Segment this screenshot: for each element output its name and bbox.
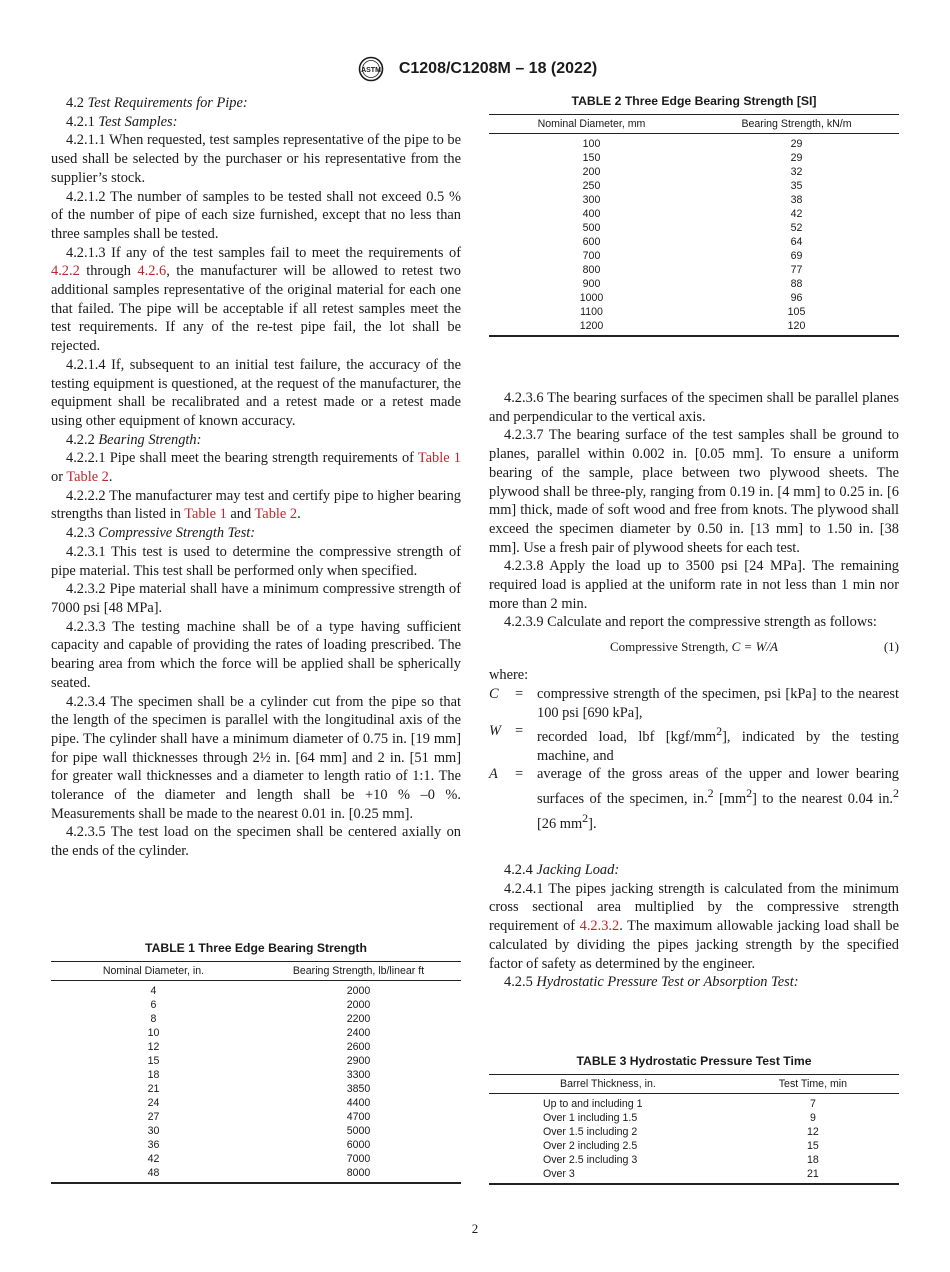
link-4-2-2[interactable]: 4.2.2 [51, 263, 80, 280]
table-row: 700 69 [582, 250, 803, 262]
table-row: 27 4700 [147, 1111, 371, 1123]
link-table-2[interactable]: Table 2 [254, 506, 298, 523]
left-column [51, 94, 461, 861]
column-header: Nominal Diameter, mm [489, 115, 694, 134]
table-row: 18 3300 [147, 1069, 371, 1081]
paragraph-4-2-2-2: 4.2.2.2 The manufacturer may test and certify pipe to higher bearing strengths than listed in Table 1 and Table 2. [51, 487, 461, 523]
link-4-2-6[interactable]: 4.2.6 [137, 263, 167, 280]
paragraph-4-2-1-4: 4.2.1.4 If, subsequent to an initial test failure, the accuracy of the testing equipment is questioned, at the request of the manufacturer, the equipment shall be recalibrated and a retest made or a retest made using other equipment of known accuracy. [51, 356, 461, 429]
table-row: Over 2 including 2.5 15 [543, 1140, 819, 1152]
table-3-grid [489, 1074, 899, 1185]
table-2-title: TABLE 2 Three Edge Bearing Strength [SI] [571, 94, 817, 108]
document-id: C1208/C1208M – 18 (2022) [398, 60, 598, 77]
table-row: Up to and including 1 7 [543, 1098, 816, 1110]
section-4-2-1: 4.2.1 Test Samples: [66, 113, 178, 130]
paragraph-4-2-3-7: 4.2.3.7 The bearing surface of the test samples shall be ground to planes, parallel within 0.002 in. [0.05 mm]. To ensure a uniform bearing of the sample, place between two plywood sheets. The plywood shall be three-ply, ranging from 0.19 in. [4 mm] to 0.25 in. [6 mm] thick, made of soft wood and free from knots. The plywood shall exceed the specimen diameter by 0.50 in. [13 mm] to 1.50 in. [38 mm]. Use a fresh pair of plywood sheets for each test. [489, 427, 899, 556]
table-2 [489, 94, 899, 337]
link-table-2[interactable]: Table 2 [66, 469, 109, 486]
table-row: Over 1 including 1.5 9 [543, 1112, 816, 1124]
section-4-2-2: 4.2.2 Bearing Strength: [66, 431, 202, 448]
column-header: Barrel Thickness, in. [489, 1075, 727, 1094]
table-row: 15 2900 [147, 1055, 371, 1067]
column-header: Nominal Diameter, in. [51, 962, 256, 981]
paragraph-4-2-1-2: 4.2.1.2 The number of samples to be tested shall not exceed 0.5 % of the number of pipe of each size furnished, except that no less than three samples shall be tested. [51, 188, 461, 242]
table-row: 300 38 [582, 194, 803, 206]
table-row: 12 2600 [147, 1041, 371, 1053]
table-row: 100 29 [582, 138, 803, 150]
table-row: Over 2.5 including 3 18 [543, 1154, 819, 1166]
table-row: 1000 96 [579, 292, 803, 304]
right-column [489, 389, 899, 833]
table-row: 600 64 [582, 236, 803, 248]
table-3-title: TABLE 3 Hydrostatic Pressure Test Time [576, 1054, 812, 1068]
variable-definitions: C = compressive strength of the specimen, psi [kPa] to the nearest 100 psi [690 kPa], W = recorded load, lbf $[kgf/mm^2]$, indicated by the testing machine, and A = average of the gross areas of the upper and lower bearing surfaces of the specimen, in.$^2$ $[mm^2]$ to the nearest 0.04 in.$^2$ [26 $mm^2$]. [489, 685, 899, 832]
section-4-2-5: 4.2.5 Hydrostatic Pressure Test or Absorption Test: [504, 974, 799, 991]
paragraph-4-2-3-6: 4.2.3.6 The bearing surfaces of the specimen shall be parallel planes and perpendicular to the vertical axis. [489, 390, 899, 425]
table-1-title: TABLE 1 Three Edge Bearing Strength [145, 941, 367, 955]
definition-a: average of the gross areas of the upper and lower bearing surfaces of the specimen, in.$^2$ $[mm^2]$ to the nearest 0.04 in.$^2$ [26 $mm^2$]. [537, 766, 899, 832]
table-row: 42 7000 [147, 1153, 371, 1165]
paragraph-4-2-3-3: 4.2.3.3 The testing machine shall be of a type having sufficient capacity and capable of providing the rates of loading prescribed. The bearing area from which the force will be applied shall be spherically seated. [51, 618, 461, 691]
section-4-2-4: 4.2.4 Jacking Load: [504, 862, 620, 878]
page-header [0, 56, 950, 82]
paragraph-4-2-1-3: 4.2.1.3 If any of the test samples fail to meet the requirements of 4.2.2 through 4.2.6, the manufacturer will be allowed to retest two additional samples representative of the original material for each one that failed. The pipe will be acceptable if all retest samples meet the test requirements. If any of the re-test pipe fail, the lot shall be rejected. [51, 244, 461, 355]
paragraph-4-2-2-1: 4.2.2.1 Pipe shall meet the bearing strength requirements of Table 1 or Table 2. [51, 450, 461, 486]
where-label: where: [489, 667, 529, 684]
paragraph-4-2-3-5: 4.2.3.5 The test load on the specimen shall be centered axially on the ends of the cylinder. [51, 824, 461, 860]
table-row: 150 29 [582, 152, 803, 164]
paragraph-4-2-1-1: 4.2.1.1 When requested, test samples representative of the pipe to be used shall be selected by the purchaser or his representative from the supplier’s stock. [51, 132, 461, 186]
table-row: 36 6000 [147, 1139, 371, 1151]
paragraph-4-2-3-2: 4.2.3.2 Pipe material shall have a minimum compressive strength of 7000 psi [48 MPa]. [51, 581, 461, 616]
table-row: 4 2000 [150, 985, 371, 997]
table-row: 250 35 [582, 180, 803, 192]
section-4-2-3: 4.2.3 Compressive Strength Test: [66, 525, 256, 542]
equation-1 [489, 638, 899, 660]
table-row: 21 3850 [147, 1083, 371, 1095]
table-1-grid [51, 961, 461, 1184]
table-row: 30 5000 [147, 1125, 371, 1137]
paragraph-4-2-4-1: 4.2.4.1 The pipes jacking strength is calculated from the minimum cross sectional area multiplied by the compressive strength requirement of 4.2.3.2. The maximum allowable jacking load shall be calculated by dividing the pipes jacking strength by the specified factor of safety as determined by the engineer. [489, 880, 899, 972]
table-row: Over 3 21 [543, 1168, 819, 1180]
paragraph-4-2-3-1: 4.2.3.1 This test is used to determine the compressive strength of pipe material. This test shall be performed only when specified. [51, 543, 461, 579]
variable-w: W [489, 723, 501, 740]
table-row: 400 42 [582, 208, 803, 220]
paragraph-4-2-3-4: 4.2.3.4 The specimen shall be a cylinder cut from the pipe so that the length of the specimen is parallel with the longitudinal axis of the pipe. The cylinder shall have a minimum diameter of 0.75 in. [19 mm] for pipe wall thicknesses through 2½ in. [64 mm] and 2 in. [51 mm] for greater wall thicknesses and a diameter to length ratio of 1:1. The tolerance of the diameter and length shall be +10 % –0 %. Measurements shall be made to the nearest 0.01 in. [0.25 mm]. [51, 693, 461, 822]
link-table-1[interactable]: Table 1 [417, 450, 461, 467]
equation-label: Compressive Strength, [609, 639, 732, 655]
paragraph-4-2-3-8: 4.2.3.8 Apply the load up to 3500 psi [24 MPa]. The remaining required load is applied at the uniform rate in not less than 1 min nor more than 2 min. [489, 558, 899, 612]
equation-expression: C = W/A [731, 639, 778, 655]
table-row: 1100 105 [580, 306, 806, 318]
table-row: 800 77 [582, 264, 803, 276]
table-row: 8 2200 [150, 1013, 371, 1025]
link-4-2-3-2[interactable]: 4.2.3.2 [579, 918, 620, 935]
table-3 [489, 1054, 899, 1185]
table-row: Over 1.5 including 2 12 [543, 1126, 819, 1138]
page-number: 2 [471, 1221, 479, 1236]
table-row: 6 2000 [150, 999, 371, 1011]
column-header: Bearing Strength, kN/m [694, 115, 899, 134]
column-header: Bearing Strength, lb/linear ft [256, 962, 461, 981]
table-row: 24 4400 [147, 1097, 371, 1109]
definition-c: compressive strength of the specimen, psi [kPa] to the nearest 100 psi [690 kPa], [537, 685, 899, 721]
right-column-continued [489, 861, 899, 992]
table-row: 10 2400 [147, 1027, 371, 1039]
svg-text:ASTM: ASTM [360, 67, 381, 74]
paragraph-4-2-3-9: 4.2.3.9 Calculate and report the compressive strength as follows: [504, 614, 877, 631]
variable-c: C [489, 685, 499, 702]
table-1 [51, 941, 461, 1184]
table-row: 48 8000 [147, 1167, 371, 1179]
table-row: 500 52 [582, 222, 803, 234]
column-header: Test Time, min [727, 1075, 899, 1094]
variable-a: A [489, 766, 498, 783]
table-row: 900 88 [582, 278, 803, 290]
section-4-2: 4.2 Test Requirements for Pipe: [66, 95, 248, 111]
table-row: 200 32 [582, 166, 803, 178]
astm-logo-icon [353, 56, 389, 82]
link-table-1[interactable]: Table 1 [184, 506, 227, 523]
table-2-grid [489, 114, 899, 337]
table-row: 1200 120 [579, 320, 806, 332]
definition-w: recorded load, lbf $[kgf/mm^2]$, indicated by the testing machine, and [537, 724, 899, 764]
equation-number: (1) [883, 639, 899, 655]
